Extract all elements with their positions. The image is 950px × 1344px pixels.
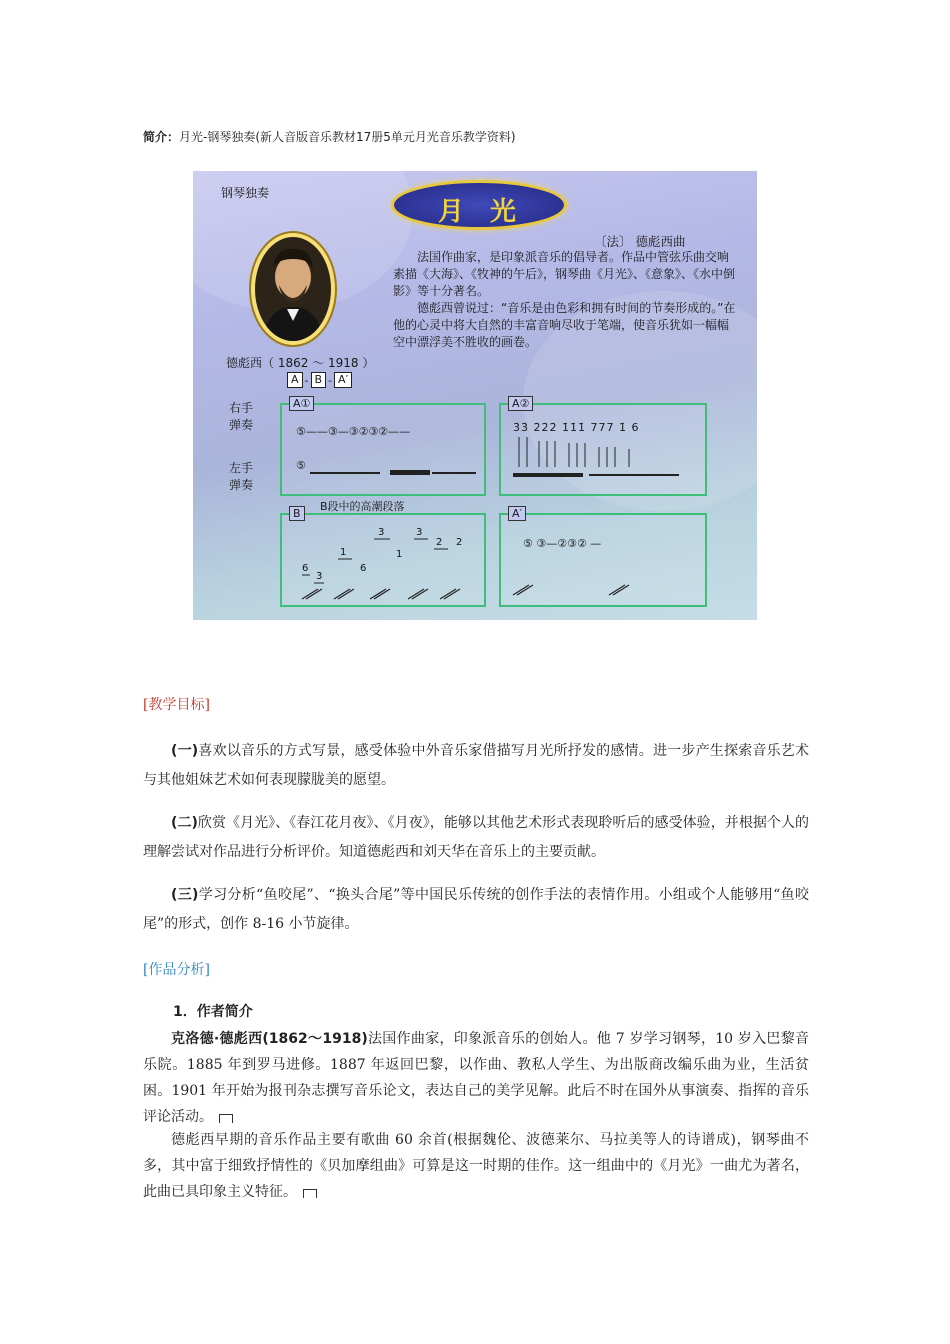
composer-description	[393, 249, 737, 351]
panel-b-label: B	[289, 506, 305, 521]
a-prime-right-hand-notes: ⑤ ③—②③② —	[523, 537, 602, 550]
a2-stems	[513, 437, 693, 481]
svg-text:2: 2	[436, 537, 443, 548]
goal-text: 欣赏《月光》、《春江花月夜》、《月夜》，能够以其他艺术形式表现聆听后的感受体验，并根据个人的理解尝试对作品进行分析评价。知道德彪西和刘天华在音乐上的主要贡献。	[143, 815, 809, 860]
a2-right-hand-notes: 3̇3̇ 2̇2̇2̇ 1̇1̇1̇ 777 1̇ 6	[513, 421, 640, 434]
composer-portrait	[251, 233, 335, 345]
intro-label: 简介：	[143, 130, 180, 144]
bio-text: 法国作曲家，印象派音乐的创始人。他 7 岁学习钢琴，10 岁入巴黎音乐院。1885 年到罗马进修。1887 年返回巴黎，以作曲、教私人学生、为出版商改编乐曲为业，生活贫困。1901 年开始为报刊杂志撰写音乐论文，表达自己的美学见解。此后不时在国外从事演奏、指挥的音乐评论活动。	[143, 1031, 809, 1125]
slide-title: 月光	[437, 197, 542, 227]
panel-a1	[280, 397, 486, 496]
svg-text:6: 6	[302, 563, 309, 574]
footnote-mark	[303, 1189, 317, 1198]
panel-a2	[499, 397, 707, 496]
intro-line	[143, 128, 516, 145]
goal-number: (一)	[171, 743, 199, 759]
work-analysis-heading: [作品分析]	[143, 962, 210, 978]
a1-right-hand-notes: ⑤——③—③②③②——	[296, 425, 411, 438]
bio-text: 德彪西早期的音乐作品主要有歌曲 60 余首(根据魏伦、波德莱尔、马拉美等人的诗谱成)，钢琴曲不多，其中富于细致抒情性的《贝加摩组曲》可算是这一时期的佳作。这一组曲中的《月光》一曲尤为著名，此曲已具印象主义特征。	[143, 1132, 809, 1200]
svg-text:6: 6	[360, 563, 367, 574]
teaching-goal-item	[143, 737, 809, 795]
right-hand-label: 右手弹奏	[228, 401, 253, 432]
goal-text: 喜欢以音乐的方式写景，感受体验中外音乐家借描写月光所抒发的感情。进一步产生探索音乐艺术与其他姐妹艺术如何表现朦胧美的愿望。	[143, 743, 810, 788]
form-section-a: A	[287, 372, 303, 388]
form-section-a-prime: A′	[334, 372, 352, 388]
lesson-slide-figure	[193, 171, 757, 620]
slide-title-oval	[391, 180, 567, 230]
b-melody-notes	[290, 521, 476, 601]
goal-number: (二)	[171, 815, 198, 831]
slide-tag: 钢琴独奏	[221, 186, 270, 200]
bio-name: 克洛德·德彪西(1862～1918)	[171, 1031, 368, 1047]
b-climax-label: B段中的高潮段落	[320, 500, 405, 513]
a-prime-bass-marks	[509, 581, 695, 597]
svg-text:2: 2	[456, 537, 463, 548]
svg-text:1: 1	[340, 547, 347, 558]
description-paragraph: 法国作曲家，是印象派音乐的倡导者。作品中管弦乐曲交响素描《大海》、《牧神的午后》，钢琴曲《月光》、《意象》、《水中倒影》等十分著名。	[393, 250, 736, 298]
author-intro-heading: 1．作者简介	[173, 1004, 253, 1020]
teaching-goal-item	[143, 881, 809, 939]
composer-dates: 德彪西（ 1862 ～ 1918 ）	[226, 356, 375, 370]
teaching-goal-item	[143, 809, 809, 867]
svg-text:1: 1	[396, 549, 403, 560]
svg-text:3: 3	[416, 527, 423, 538]
bio-paragraph-2	[143, 1127, 809, 1205]
intro-text: 月光-钢琴独奏(新人音版音乐教材17册5单元月光音乐教学资料)	[179, 130, 516, 144]
portrait-image	[255, 237, 331, 341]
description-paragraph: 德彪西曾说过：“音乐是由色彩和拥有时间的节奏形成的。”在他的心灵中将大自然的丰富音响尽收于笔端，使音乐犹如一幅幅空中漂浮美不胜收的画卷。	[393, 301, 736, 349]
footnote-mark	[219, 1114, 233, 1123]
teaching-goals-heading: [教学目标]	[143, 697, 210, 713]
a1-bass-line	[310, 469, 480, 477]
goal-number: (三)	[171, 887, 199, 903]
panel-b	[280, 507, 486, 607]
musical-form: A - B - A′	[287, 372, 352, 388]
panel-a-prime-label: A′	[508, 506, 526, 521]
panel-a1-label: A①	[289, 396, 314, 411]
panel-a2-label: A②	[508, 396, 533, 411]
svg-text:3: 3	[378, 527, 385, 538]
bio-paragraph-1	[143, 1026, 809, 1130]
composer-credit: 〔法〕 德彪西曲	[594, 234, 686, 249]
svg-text:3: 3	[316, 571, 323, 582]
a1-left-hand-notes: ⑤	[296, 459, 306, 472]
goal-text: 学习分析“鱼咬尾”、“换头合尾”等中国民乐传统的创作手法的表情作用。小组或个人能够用“鱼咬尾”的形式，创作 8-16 小节旋律。	[143, 887, 809, 932]
panel-a-prime	[499, 507, 707, 607]
left-hand-label: 左手弹奏	[228, 461, 253, 492]
form-section-b: B	[311, 372, 327, 388]
